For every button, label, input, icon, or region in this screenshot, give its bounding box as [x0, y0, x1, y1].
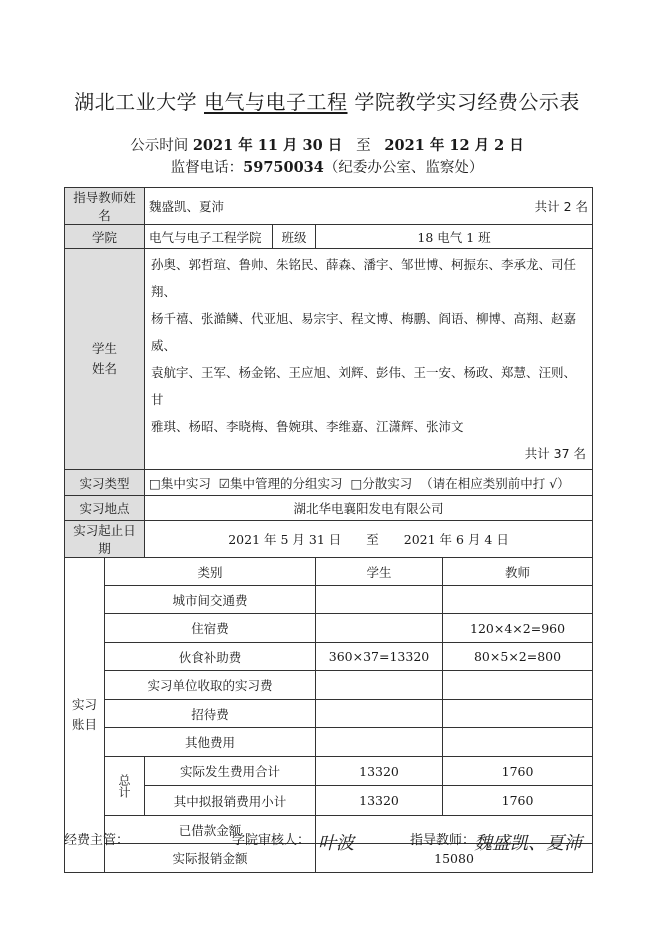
- title-suffix: 学院教学实习经费公示表: [354, 90, 580, 114]
- students-cell: [145, 249, 593, 470]
- notice-label: 公示时间: [130, 138, 189, 154]
- row-student: [316, 728, 443, 757]
- borrowed-label: 已借款金额: [105, 816, 316, 844]
- location-label: 实习地点: [65, 496, 145, 521]
- row-category: 伙食补助费: [105, 643, 316, 671]
- type-row: [65, 470, 593, 496]
- type-options: [145, 470, 593, 496]
- total-label-text: 总计: [117, 774, 131, 798]
- type-option-dispersed: □分散实习: [350, 475, 413, 491]
- table-row: [65, 586, 593, 614]
- row-category: 其中拟报销费用小计: [145, 786, 316, 816]
- row-student: [316, 586, 443, 614]
- row-teacher: [443, 586, 593, 614]
- reviewer-label: 学院审核人：: [232, 833, 311, 848]
- col-student: 学生: [316, 558, 443, 586]
- table-row: [65, 614, 593, 643]
- dates-label: 实习起止日期: [65, 521, 145, 558]
- dates-value: 2021 年 5 月 31 日 至 2021 年 6 月 4 日: [145, 521, 593, 558]
- total-row: [65, 786, 593, 816]
- row-student: 13320: [316, 757, 443, 786]
- students-line: 孙奥、郭哲瑄、鲁帅、朱铭民、薛森、潘宇、邹世博、柯振东、李承龙、司任翔、: [151, 257, 577, 299]
- title-university: 湖北工业大学: [74, 90, 198, 114]
- students-line: 杨千禧、张澔鳞、代亚旭、易宗宇、程文博、梅鹏、阎语、柳博、高翔、赵嘉威、: [151, 311, 577, 353]
- notice-period: [0, 134, 654, 155]
- location-value: 湖北华电襄阳发电有限公司: [145, 496, 593, 521]
- dates-row: [65, 521, 593, 558]
- students-label-text: 学生姓名: [91, 341, 117, 376]
- col-teacher: 教师: [443, 558, 593, 586]
- row-category: 招待费: [105, 700, 316, 728]
- row-student: 360×37=13320: [316, 643, 443, 671]
- row-category: 住宿费: [105, 614, 316, 643]
- type-option-centralized: □集中实习: [149, 475, 211, 491]
- students-line: 袁航宇、王军、杨金铭、王应旭、刘辉、彭伟、王一安、杨政、郑慧、汪则、甘: [151, 365, 577, 407]
- row-category: 实习单位收取的实习费: [105, 671, 316, 700]
- title-college: 电气与电子工程: [204, 90, 348, 114]
- row-student: [316, 614, 443, 643]
- signature-footer: [0, 823, 654, 863]
- row-teacher: [443, 700, 593, 728]
- supervision-label: 监督电话：: [170, 160, 244, 176]
- account-header-row: [65, 558, 593, 586]
- students-row: [65, 249, 593, 470]
- table-row: [65, 643, 593, 671]
- expense-table: [64, 187, 593, 873]
- students-line: 雅琪、杨昭、李晓梅、鲁婉琪、李维嘉、江潇辉、张沛文: [151, 419, 464, 434]
- class-value: 18 电气 1 班: [316, 225, 593, 249]
- notice-end: 2021 年 12 月 2 日: [384, 137, 524, 154]
- table-row: [65, 728, 593, 757]
- row-teacher: 80×5×2=800: [443, 643, 593, 671]
- teacher-cell: [145, 188, 593, 225]
- row-teacher: [443, 728, 593, 757]
- supervision-note: （纪委办公室、监察处）: [323, 160, 484, 176]
- students-label: [65, 249, 145, 470]
- row-student: 13320: [316, 786, 443, 816]
- type-note: （请在相应类别前中打 √）: [420, 475, 570, 491]
- page-title: [0, 86, 654, 115]
- teacher-total: 共计 2 名: [534, 199, 589, 214]
- col-category: 类别: [105, 558, 316, 586]
- notice-start: 2021 年 11 月 30 日: [192, 137, 343, 154]
- row-category: 其他费用: [105, 728, 316, 757]
- advisor-signature: 魏盛凯、夏沛: [474, 833, 582, 854]
- teacher-row: [65, 188, 593, 225]
- reimbursement-value: 15080: [316, 844, 593, 873]
- college-value: 电气与电子工程学院: [145, 225, 273, 249]
- table-row: [65, 671, 593, 700]
- supervision-phone: 59750034: [243, 159, 324, 176]
- row-teacher: 120×4×2=960: [443, 614, 593, 643]
- row-student: [316, 671, 443, 700]
- teacher-label: 指导教师姓名: [65, 188, 145, 225]
- row-category: 城市间交通费: [105, 586, 316, 614]
- type-label: 实习类型: [65, 470, 145, 496]
- college-label: 学院: [65, 225, 145, 249]
- reimbursement-label: 实际报销金额: [105, 844, 316, 873]
- college-row: [65, 225, 593, 249]
- row-student: [316, 700, 443, 728]
- row-category: 实际发生费用合计: [145, 757, 316, 786]
- teacher-names: 魏盛凯、夏沛: [149, 199, 225, 214]
- row-teacher: [443, 671, 593, 700]
- type-option-group: ☑集中管理的分组实习: [218, 475, 343, 491]
- account-label-text: 实习账目: [71, 697, 97, 732]
- class-label: 班级: [273, 225, 316, 249]
- row-teacher: 1760: [443, 757, 593, 786]
- notice-sep: 至: [356, 138, 371, 154]
- table-row: [65, 700, 593, 728]
- location-row: [65, 496, 593, 521]
- total-row: [65, 757, 593, 786]
- total-label: [105, 757, 145, 816]
- supervision-line: [0, 156, 654, 177]
- students-total: 共计 37 名: [524, 446, 587, 461]
- manager-label: 经费主管：: [64, 833, 130, 848]
- advisor-label: 指导教师：: [410, 833, 476, 848]
- reviewer-signature: 叶波: [318, 833, 354, 854]
- row-teacher: 1760: [443, 786, 593, 816]
